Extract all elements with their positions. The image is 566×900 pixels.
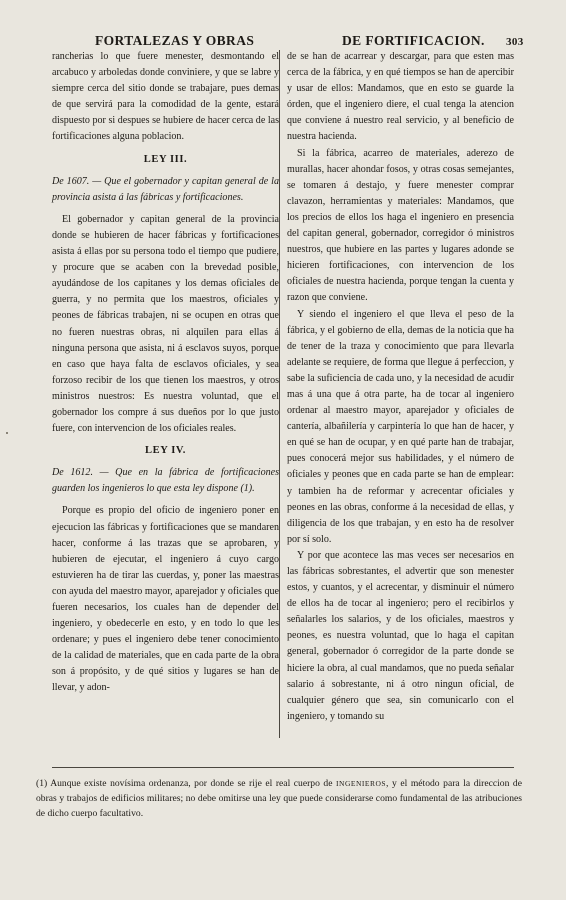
- law-heading-iii: LEY III.: [143, 153, 188, 165]
- page-number: 303: [506, 36, 524, 48]
- continued-paragraph: rancherias lo que fuere menester, desmontando el arcabuco y arboledas donde conviniere, y que se labre y siempre cerca del sitio donde se trabajare, pues demas de que servirá para la comodidad de la gente, estará dispuesto por si despues se hubiere de hacer cerca de las fortificaciones alguna poblacion.: [52, 51, 279, 143]
- running-head-right: DE FORTIFICACION.: [342, 33, 485, 48]
- footnote-text-end: , y el método para la direccion de obras y trabajos de edificios militares; no debe omitirse una ley que puede considerarse como fundamental de las atribuciones de dicho cuerpo facultativo.: [36, 778, 522, 819]
- right-column: [287, 49, 514, 725]
- footnote-smallcaps: INGENIEROS: [336, 779, 387, 788]
- paragraph-sobrestantes: Y por que acontece las mas veces ser necesarios en las fábricas sobrestantes, el advertir que son menester estos, y cuantos, y el acrecentar, y disminuir el número de ellos ha de tocar al ingeniero; pero el recibirlos y señalarles los salarios, y de los oficiales, maestros y peones, es nuestra voluntad, que lo haga el capitan general, gobernador ó corregidor de la parte donde se hiciere la obra, al cual mandamos, que no pueda señalar salario á sobrestante, ni á otro ningun oficial, de cualquier género que sea, sin comunicarlo con el ingeniero, y tomando su: [287, 549, 514, 722]
- paragraph-destajo: Si la fábrica, acarreo de materiales, aderezo de murallas, hacer ahondar fosos, y otras cosas semejantes, se tomaren á destajo, y fuere menester comprar clavazon, herramientas y materiales: Mandamos, que los precios de ellos los haga el ingeniero en presencia del capitan general, gobernador, corregidor ó ministros nuestros, que hubiere en las partes y lugares adonde se hicieren fortificaciones, con intervencion de los oficiales de nuestra hacienda, porque tengan la cuenta y razon que conviene.: [287, 147, 514, 304]
- running-head-left: FORTALEZAS Y OBRAS: [95, 33, 255, 48]
- left-column: [52, 49, 279, 697]
- margin-speck: [6, 432, 8, 434]
- law-summary-iv: De 1612. — Que en la fábrica de fortificaciones guarden los ingenieros lo que esta ley dispone (1).: [52, 467, 279, 495]
- law-text-iii: El gobernador y capitan general de la provincia donde se hubieren de hacer fábricas y fortificaciones asista á ellas por su persona todo el tiempo que pudiere, y procure que se acaben con la brevedad posible, ayudándose de los capitanes y los demas oficiales de guerra, y no permita que los maestros, oficiales y peones de fábricas trabajen, ni se ocupen en otras que no fueren nuestras obras, ni alquilen para ellas á ninguna persona que asista, ni á esclavos suyos, porque en caso que haya falta de esclavos oficiales, y sea forzoso recibir de los que tienen los maestros, y otros ministros nuestros: Es nuestra voluntad, que el gobernador los compre á sus dueños por lo que justo fuere, con intervencion de los oficiales reales.: [52, 213, 279, 435]
- column-divider: [279, 50, 280, 738]
- law-heading-iv: LEY IV.: [145, 445, 186, 457]
- footnote: [36, 777, 522, 821]
- continued-paragraph-right: de se han de acarrear y descargar, para que esten mas cerca de la fábrica, y en qué tiempos se han de apercibir y usar de ellos: Mandamos, que en esto se guarde la órden, que el ingeniero diere, el cual tenga la atencion que conviene á nuestro real servicio, y al beneficio de nuestra hacienda.: [287, 51, 514, 143]
- paragraph-ingeniero: Y siendo el ingeniero el que lleva el peso de la fábrica, y el gobierno de ella, demas de la noticia que ha de tener de la traza y conocimiento que para llevarla adelante se requiere, de forma que llegue á perfeccion, y sabe la suficiencia de cada uno, y la necesidad de acudir mas á una que á otra parte, ha de tocar al ingeniero ordenar al maestro mayor, aparejador y oficiales de cantería, albañilería y carpintería lo que han de hacer, y en qué se han de ocupar, y en qué parte han de trabajar, pues conocerá mejor sus habilidades, y el número de oficiales y peones que en cada parte se han de emplear: y tambien ha de reformar y acrecentar oficiales y peones en las obras, conforme á la necesidad de ellas, y diligencia de los que trabajan, y en esto ha de resolver por sí solo.: [287, 308, 514, 545]
- law-summary-iii: De 1607. — Que el gobernador y capitan general de la provincia asista á las fábricas y fortificaciones.: [52, 175, 279, 203]
- footnote-text-start: (1) Aunque existe novísima ordenanza, por donde se rije el real cuerpo de: [36, 778, 337, 789]
- footnote-divider: [52, 767, 514, 768]
- law-text-iv: Porque es propio del oficio de ingeniero poner en ejecucion las fábricas y fortificaciones que se mandaren hacer, conforme á las trazas que se aprobaren, y hubieren de ejecutar, el ingeniero á cuyo cargo estuvieren ha de tirar las cuerdas, y, poner las maestras con ayuda del maestro mayor, aparejador y oficiales que fueren necesarios, los cuales han de depender del ingeniero, y obedecerle en esto, y en todo lo que les ordenare; y pues el ingeniero debe tener conocimiento de la calidad de materiales, que en cada parte de la obra son á propósito, y de qué sitios y lugares se han de llevar, y adon-: [52, 505, 279, 694]
